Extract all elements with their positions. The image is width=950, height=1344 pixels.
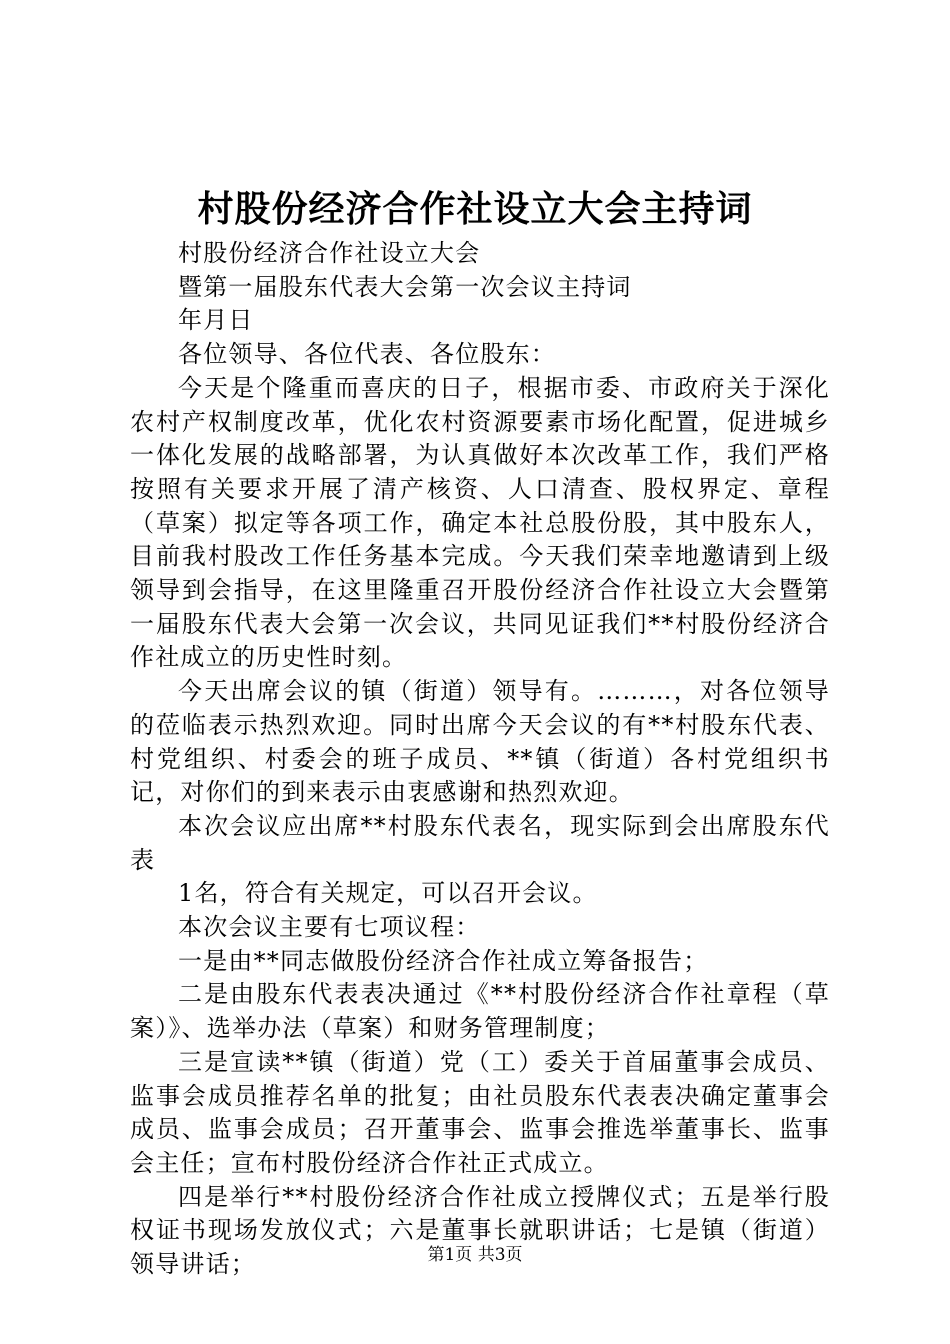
paragraph: 年月日 [178,306,254,335]
paragraph: 1名，符合有关规定，可以召开会议。 [178,879,598,908]
paragraph: 三是宣读**镇（街道）党（工）委关于首届董事会成员、监事会成员推荐名单的批复；由社员股东代表表决确定董事会成员、监事会成员；召开董事会、监事会推选举董事长、监事会主任；宣布村股份经济合作社正式成立。 [130,1047,830,1177]
document-title: 村股份经济合作社设立大会主持词 [197,188,753,230]
paragraph: 一是由**同志做股份经济合作社成立筹备报告； [178,946,709,975]
paragraph: 今天出席会议的镇（街道）领导有。………，对各位领导的莅临表示热烈欢迎。同时出席今天会议的有**村股东代表、村党组织、村委会的班子成员、**镇（街道）各村党组织书记，对你们的到来表示由衷感谢和热烈欢迎。 [130,677,830,807]
document-body [130,237,830,1282]
paragraph: 暨第一届股东代表大会第一次会议主持词 [178,272,632,301]
paragraph: 本次会议应出席**村股东代表名，现实际到会出席股东代表 [130,811,830,874]
paragraph: 今天是个隆重而喜庆的日子，根据市委、市政府关于深化农村产权制度改革，优化农村资源要素市场化配置，促进城乡一体化发展的战略部署，为认真做好本次改革工作，我们严格按照有关要求开展了清产核资、人口清查、股权界定、章程（草案）拟定等各项工作，确定本社总股份股，其中股东人，目前我村股改工作任务基本完成。今天我们荣幸地邀请到上级领导到会指导，在这里隆重召开股份经济合作社设立大会暨第一届股东代表大会第一次会议，共同见证我们**村股份经济合作社成立的历史性时刻。 [130,373,830,672]
page-footer: 第1页 共3页 [427,1245,523,1265]
paragraph: 二是由股东代表表决通过《**村股份经济合作社章程（草案）》、选举办法（草案）和财务管理制度； [130,980,830,1043]
paragraph: 各位领导、各位代表、各位股东： [178,340,556,369]
paragraph: 本次会议主要有七项议程： [178,913,481,942]
paragraph: 村股份经济合作社设立大会 [178,239,481,267]
paragraph: 四是举行**村股份经济合作社成立授牌仪式；五是举行股权证书现场发放仪式；六是董事长就职讲话；七是镇（街道）领导讲话； [130,1182,830,1279]
